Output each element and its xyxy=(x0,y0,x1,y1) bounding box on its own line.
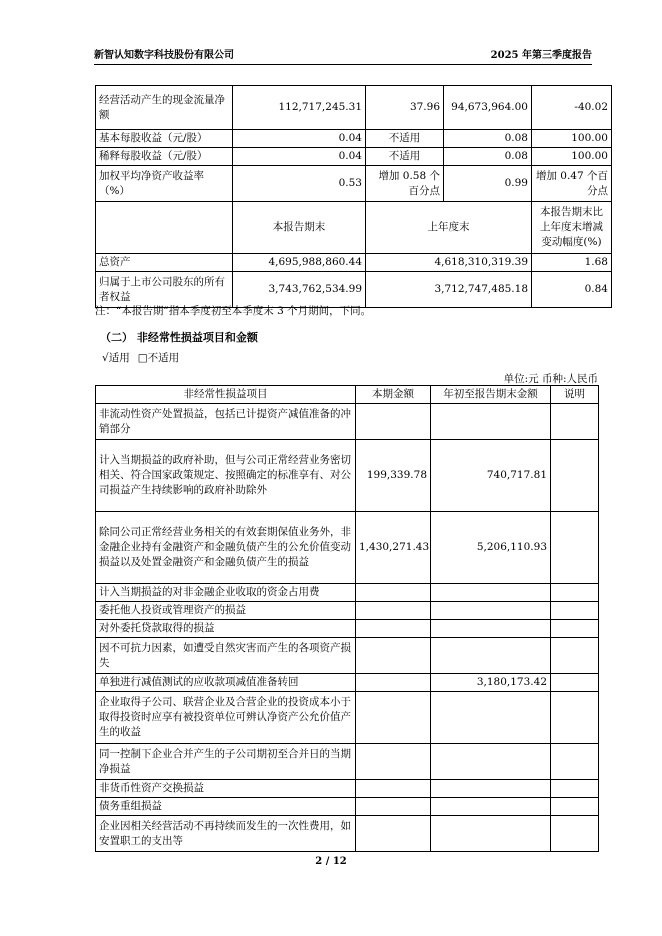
cell-value xyxy=(431,602,551,620)
company-name: 新智认知数字科技股份有限公司 xyxy=(94,50,234,61)
cell-value xyxy=(356,404,431,440)
table-row xyxy=(96,86,612,130)
cell-value xyxy=(356,744,431,780)
cell-value: 740,717.81 xyxy=(431,440,551,512)
cell-value: 0.84 xyxy=(532,272,612,308)
row-label: 稀释每股收益（元/股） xyxy=(96,148,233,166)
cell-value xyxy=(431,620,551,638)
item-label: 债务重组损益 xyxy=(96,798,356,816)
cell-value xyxy=(431,638,551,674)
cell-value xyxy=(431,692,551,744)
cell-value xyxy=(551,692,599,744)
cell-value xyxy=(551,602,599,620)
column-header: 上年度末 xyxy=(366,202,532,254)
cell-value xyxy=(431,404,551,440)
financial-indicators-table xyxy=(95,85,612,308)
page-number: 2 / 12 xyxy=(315,856,347,867)
cell-value: 3,180,173.42 xyxy=(431,674,551,692)
item-label: 对外委托贷款取得的损益 xyxy=(96,620,356,638)
item-label: 非流动性资产处置损益，包括已计提资产减值准备的冲销部分 xyxy=(96,404,356,440)
item-label: 除同公司正常经营业务相关的有效套期保值业务外，非金融企业持有金融资产和金融负债产生的公允价值变动损益以及处置金融资产和金融负债产生的损益 xyxy=(96,512,356,584)
cell-value: 0.04 xyxy=(233,148,366,166)
cell-value: -40.02 xyxy=(532,86,612,130)
cell-value: 3,743,762,534.99 xyxy=(233,272,366,308)
table-row xyxy=(96,798,599,816)
cell-value: 增加 0.47 个百分点 xyxy=(532,166,612,202)
cell-value: 4,695,988,860.44 xyxy=(233,254,366,272)
cell-value: 100.00 xyxy=(532,130,612,148)
cell-value xyxy=(356,780,431,798)
checkbox-icon: □ xyxy=(137,352,148,364)
cell-value xyxy=(356,674,431,692)
table-row xyxy=(96,780,599,798)
column-header: 非经常性损益项目 xyxy=(96,386,356,404)
cell-value xyxy=(551,780,599,798)
cell-value: 37.96 xyxy=(366,86,444,130)
cell-value xyxy=(431,584,551,602)
row-label: 经营活动产生的现金流量净额 xyxy=(96,86,233,130)
item-label: 企业因相关经营活动不再持续而发生的一次性费用，如安置职工的支出等 xyxy=(96,816,356,852)
item-label: 单独进行减值测试的应收款项减值准备转回 xyxy=(96,674,356,692)
table-row xyxy=(96,816,599,852)
item-label: 委托他人投资或管理资产的损益 xyxy=(96,602,356,620)
table-row xyxy=(96,130,612,148)
table-row xyxy=(96,692,599,744)
cell-value xyxy=(431,816,551,852)
table-row xyxy=(96,602,599,620)
cell-value xyxy=(356,602,431,620)
page-header xyxy=(94,46,592,65)
unit-currency-label: 单位:元 币种:人民币 xyxy=(503,373,598,385)
cell-value: 0.99 xyxy=(444,166,532,202)
cell-value: 3,712,747,485.18 xyxy=(366,272,532,308)
cell-value: 94,673,964.00 xyxy=(444,86,532,130)
table-row xyxy=(96,404,599,440)
table-row xyxy=(96,512,599,584)
cell-value: 增加 0.58 个百分点 xyxy=(366,166,444,202)
table-row xyxy=(96,674,599,692)
applicability-options xyxy=(102,350,179,365)
cell-value xyxy=(551,674,599,692)
table-row xyxy=(96,254,612,272)
non-recurring-items-table xyxy=(95,385,599,852)
cell-value xyxy=(551,798,599,816)
item-label: 计入当期损益的政府补助，但与公司正常经营业务密切相关、符合国家政策规定、按照确定的标准享有、对公司损益产生持续影响的政府补助除外 xyxy=(96,440,356,512)
table-note: 注：“本报告期”指本季度初至本季度末 3 个月期间，下同。 xyxy=(95,305,372,317)
applicable-option xyxy=(102,350,130,365)
column-header: 本报告期末 xyxy=(233,202,366,254)
not-applicable-label: 不适用 xyxy=(147,352,180,364)
table-row xyxy=(96,148,612,166)
cell-value: 100.00 xyxy=(532,148,612,166)
table-row xyxy=(96,440,599,512)
cell-value: 112,717,245.31 xyxy=(233,86,366,130)
item-label: 同一控制下企业合并产生的子公司期初至合并日的当期净损益 xyxy=(96,744,356,780)
cell-value xyxy=(356,692,431,744)
row-label: 基本每股收益（元/股） xyxy=(96,130,233,148)
section-title: （二） 非经常性损益项目和金额 xyxy=(100,331,258,344)
row-label: 加权平均净资产收益率（%） xyxy=(96,166,233,202)
table-row xyxy=(96,584,599,602)
cell-value xyxy=(356,620,431,638)
cell-value: 4,618,310,319.39 xyxy=(366,254,532,272)
cell-value xyxy=(551,512,599,584)
cell-value xyxy=(551,404,599,440)
empty-cell xyxy=(96,202,233,254)
cell-value xyxy=(356,798,431,816)
cell-value: 不适用 xyxy=(366,130,444,148)
check-mark-icon: √ xyxy=(102,352,109,364)
column-header: 本期金额 xyxy=(356,386,431,404)
row-label: 归属于上市公司股东的所有者权益 xyxy=(96,272,233,308)
cell-value: 不适用 xyxy=(366,148,444,166)
cell-value xyxy=(431,798,551,816)
item-label: 因不可抗力因素，如遭受自然灾害而产生的各项资产损失 xyxy=(96,638,356,674)
not-applicable-option xyxy=(138,350,179,365)
column-header: 说明 xyxy=(551,386,599,404)
column-header: 年初至报告期末金额 xyxy=(431,386,551,404)
table-header-row xyxy=(96,386,599,404)
cell-value xyxy=(551,584,599,602)
item-label: 计入当期损益的对非金融企业收取的资金占用费 xyxy=(96,584,356,602)
table-subheader-row xyxy=(96,202,612,254)
cell-value: 0.08 xyxy=(444,130,532,148)
cell-value xyxy=(551,620,599,638)
table-row xyxy=(96,166,612,202)
item-label: 企业取得子公司、联营企业及合营企业的投资成本小于取得投资时应享有被投资单位可辨认净资产公允价值产生的收益 xyxy=(96,692,356,744)
table-row xyxy=(96,638,599,674)
cell-value: 0.04 xyxy=(233,130,366,148)
cell-value: 0.08 xyxy=(444,148,532,166)
row-label: 总资产 xyxy=(96,254,233,272)
applicable-label: 适用 xyxy=(108,352,130,364)
cell-value xyxy=(551,638,599,674)
cell-value xyxy=(431,744,551,780)
cell-value: 0.53 xyxy=(233,166,366,202)
cell-value: 1,430,271.43 xyxy=(356,512,431,584)
column-header: 本报告期末比上年度末增减变动幅度(%) xyxy=(532,202,612,254)
table-row xyxy=(96,744,599,780)
report-title: 2025 年第三季度报告 xyxy=(490,50,592,61)
cell-value xyxy=(551,744,599,780)
cell-value xyxy=(551,440,599,512)
cell-value xyxy=(356,638,431,674)
item-label: 非货币性资产交换损益 xyxy=(96,780,356,798)
cell-value: 1.68 xyxy=(532,254,612,272)
table-row xyxy=(96,620,599,638)
cell-value: 5,206,110.93 xyxy=(431,512,551,584)
cell-value: 199,339.78 xyxy=(356,440,431,512)
cell-value xyxy=(356,584,431,602)
cell-value xyxy=(431,780,551,798)
cell-value xyxy=(551,816,599,852)
cell-value xyxy=(356,816,431,852)
